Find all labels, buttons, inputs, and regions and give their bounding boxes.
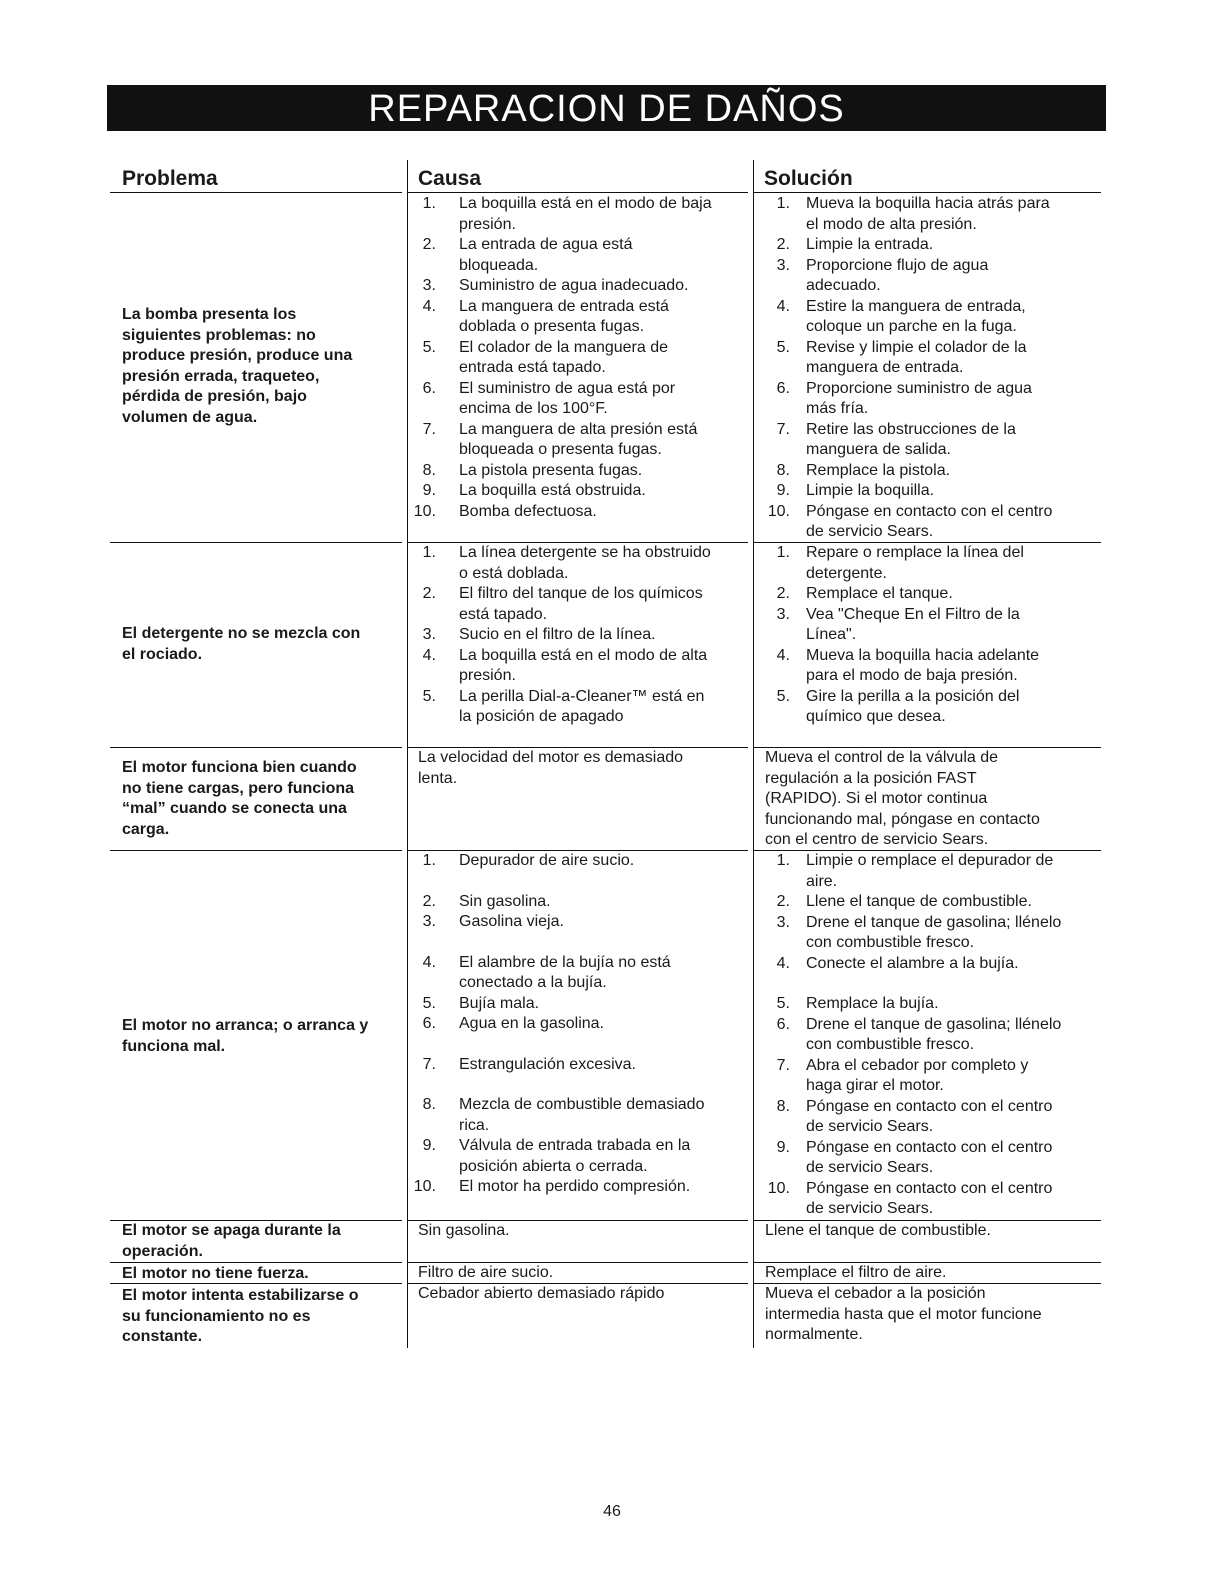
solution-text: Drene el tanque de gasolina; llénelo [806,913,1062,931]
solution-text: Remplace la pistola. [806,461,951,479]
solution-text: coloque un parche en la fuga. [806,318,1017,335]
problem-text: volumen de agua. [122,408,258,426]
solution-text: Remplace el tanque. [806,585,953,602]
problem-text: El motor no arranca; o arranca y [122,1017,369,1034]
solution-text: Repare o remplace la línea del [806,544,1024,561]
cause-text: posición abierta o cerrada. [459,1157,648,1175]
problem-text: constante. [122,1328,203,1345]
cause-number: 2. [422,236,436,253]
cause-number: 10. [413,1178,436,1195]
solution-text: Retire las obstrucciones de la [806,420,1016,438]
problem-text: El motor intenta estabilizarse o [122,1287,359,1304]
solution-text: Drene el tanque de gasolina; llénelo [806,1015,1062,1033]
cause-number: 3. [422,626,436,643]
problem-text: pérdida de presión, bajo [122,388,307,405]
solution-text: para el modo de baja presión. [806,667,1018,684]
cause-number: 7. [422,1055,436,1073]
solution-text: Proporcione flujo de agua [806,256,989,274]
solution-text: químico que desea. [806,708,946,725]
solution-text: Mueva la boquilla hacia adelante [806,646,1040,664]
cause-text: El suministro de agua está por [459,379,676,397]
solution-text: adecuado. [806,277,881,294]
cause-text: lenta. [418,769,458,787]
row-separator [110,1283,402,1284]
cause-number: 2. [422,585,436,602]
column-divider-left [407,160,408,1348]
cause-number: 9. [422,1137,436,1154]
problem-text: carga. [122,820,170,838]
cause-number: 6. [422,379,436,397]
solution-text: de servicio Sears. [806,523,934,540]
solution-number: 1. [776,195,790,212]
solution-text: manguera de entrada. [806,359,964,376]
solution-text: de servicio Sears. [806,1159,934,1176]
cause-text: Estrangulación excesiva. [459,1055,636,1073]
cause-number: 3. [422,913,436,930]
solution-number: 5. [776,338,790,356]
cause-number: 4. [422,646,436,664]
cause-number: 5. [422,994,436,1012]
cause-text: La perilla Dial-a-Cleaner™ está en [459,687,705,705]
solution-text: Mueva el cebador a la posición [765,1285,986,1302]
cause-text: está tapado. [459,605,548,623]
solution-number: 1. [776,544,790,561]
header-rule-problem [110,192,402,193]
cause-text: rica. [459,1116,490,1134]
cause-text: bloqueada o presenta fugas. [459,441,662,458]
cause-number: 4. [422,953,436,971]
solution-text: el modo de alta presión. [806,215,977,233]
solution-text: haga girar el motor. [806,1077,944,1094]
solution-number: 4. [776,646,790,664]
solution-number: 3. [776,256,790,274]
cause-text: La manguera de entrada está [459,297,669,315]
column-divider-right [753,160,754,1348]
solution-number: 3. [776,605,790,623]
solution-text: Llene el tanque de combustible. [806,893,1032,910]
cause-number: 3. [422,277,436,294]
cause-number: 9. [422,482,436,499]
cause-number: 5. [422,338,436,356]
solution-text: de servicio Sears. [806,1118,934,1135]
solution-text: Mueva la boquilla hacia atrás para [806,195,1050,212]
solution-text: funcionando mal, póngase en contacto [765,810,1040,828]
cause-text: El alambre de la bujía no está [459,953,671,971]
solution-text: aire. [806,872,838,890]
solution-text: Remplace la bujía. [806,995,939,1012]
solution-number: 4. [776,954,790,972]
cause-number: 5. [422,687,436,705]
solution-text: Gire la perilla a la posición del [806,687,1020,705]
solution-number: 9. [776,1138,790,1156]
cause-text: Mezcla de combustible demasiado [459,1096,705,1113]
cause-number: 1. [422,852,436,869]
solution-number: 8. [776,1097,790,1115]
solution-text: Revise y limpie el colador de la [806,338,1027,356]
solution-text: con combustible fresco. [806,1036,975,1053]
cause-text: Bujía mala. [459,994,540,1012]
solution-text: Conecte el alambre a la bujía. [806,954,1019,972]
header-solution: Solución [764,167,853,190]
solution-number: 6. [776,379,790,397]
cause-text: Filtro de aire sucio. [418,1264,554,1281]
solution-text: Póngase en contacto con el centro [806,1097,1053,1115]
solution-number: 8. [776,461,790,479]
cause-number: 2. [422,892,436,910]
cause-text: Depurador de aire sucio. [459,852,635,869]
solution-text: Llene el tanque de combustible. [765,1222,991,1239]
solution-text: manguera de salida. [806,441,951,458]
solution-text: Estire la manguera de entrada, [806,297,1026,315]
solution-number: 1. [776,852,790,869]
cause-text: La pistola presenta fugas. [459,461,643,479]
cause-text: encima de los 100°F. [459,400,608,417]
page-number: 46 [603,1503,621,1520]
cause-text: Cebador abierto demasiado rápido [418,1285,665,1302]
cause-number: 10. [413,502,436,520]
solution-number: 7. [776,420,790,438]
problem-text: el rociado. [122,645,203,663]
problem-text: produce presión, produce una [122,347,353,364]
solution-text: con el centro de servicio Sears. [765,831,989,848]
cause-text: presión. [459,667,516,684]
problem-text: El motor se apaga durante la [122,1222,341,1239]
problem-text: La bomba presenta los [122,306,297,323]
solution-text: regulación a la posición FAST [765,769,977,787]
problem-text: no tiene cargas, pero funciona [122,779,355,797]
cause-text: o está doblada. [459,564,569,582]
solution-text: de servicio Sears. [806,1200,934,1217]
solution-number: 2. [776,893,790,910]
cause-text: Suministro de agua inadecuado. [459,277,689,294]
cause-text: La entrada de agua está [459,236,633,253]
solution-text: Póngase en contacto con el centro [806,502,1053,520]
solution-number: 4. [776,297,790,315]
cause-number: 1. [422,195,436,212]
cause-text: la posición de apagado [459,708,624,725]
solution-text: Mueva el control de la válvula de [765,749,999,766]
cause-text: Válvula de entrada trabada en la [459,1137,691,1154]
cause-number: 8. [422,1096,436,1113]
cause-number: 4. [422,297,436,315]
problem-text: El motor no tiene fuerza. [122,1265,309,1282]
cause-text: doblada o presenta fugas. [459,318,645,335]
problem-text: El detergente no se mezcla con [122,625,361,642]
row-separator [110,1262,402,1263]
row-separator [110,542,402,543]
solution-number: 5. [776,995,790,1012]
cause-text: El filtro del tanque de los químicos [459,585,703,602]
solution-number: 6. [776,1015,790,1033]
page-title-banner [107,85,1106,131]
problem-text: El motor funciona bien cuando [122,759,357,776]
cause-text: Gasolina vieja. [459,913,564,930]
cause-text: Sucio en el filtro de la línea. [459,626,656,643]
solution-text: Proporcione suministro de agua [806,379,1032,397]
solution-number: 2. [776,236,790,253]
cause-text: entrada está tapado. [459,359,606,376]
page-title: REPARACION DE DAÑOS [368,88,845,130]
solution-text: Póngase en contacto con el centro [806,1179,1053,1197]
solution-text: Abra el cebador por completo y [806,1056,1029,1074]
solution-text: Póngase en contacto con el centro [806,1138,1053,1156]
solution-number: 7. [776,1056,790,1074]
solution-text: Limpie o remplace el depurador de [806,852,1054,869]
cause-text: Sin gasolina. [418,1222,510,1239]
problem-text: funciona mal. [122,1037,226,1055]
problem-text: “mal” cuando se conecta una [122,800,347,817]
cause-text: Bomba defectuosa. [459,502,597,520]
header-problem: Problema [122,167,218,190]
cause-text: El colador de la manguera de [459,338,669,356]
header-rule-cause [407,192,748,193]
cause-text: La boquilla está en el modo de alta [459,646,708,664]
cause-number: 8. [422,461,436,479]
cause-text: El motor ha perdido compresión. [459,1178,691,1195]
solution-text: Remplace el filtro de aire. [765,1264,947,1281]
solution-number: 10. [767,1179,790,1197]
solution-text: detergente. [806,564,887,582]
cause-text: presión. [459,215,516,233]
solution-number: 2. [776,585,790,602]
cause-text: Agua en la gasolina. [459,1015,604,1032]
problem-text: presión errada, traqueteo, [122,367,320,385]
cause-text: Sin gasolina. [459,892,551,910]
solution-number: 10. [767,502,790,520]
solution-text: Limpie la boquilla. [806,482,935,499]
row-separator [110,850,402,851]
problem-text: operación. [122,1242,203,1260]
header-cause: Causa [418,167,482,190]
header-rule-solution [753,192,1101,193]
cause-text: La boquilla está en el modo de baja [459,195,712,212]
solution-text: (RAPIDO). Si el motor continua [765,790,988,807]
solution-number: 5. [776,687,790,705]
solution-text: intermedia hasta que el motor funcione [765,1305,1042,1323]
solution-text: Vea "Cheque En el Filtro de la [806,605,1020,623]
cause-text: La boquilla está obstruida. [459,482,646,499]
solution-number: 9. [776,482,790,499]
cause-number: 6. [422,1015,436,1032]
solution-text: más fría. [806,400,869,417]
solution-text: Limpie la entrada. [806,236,934,253]
cause-number: 7. [422,420,436,438]
row-separator [110,747,402,748]
solution-text: normalmente. [765,1326,863,1343]
cause-text: conectado a la bujía. [459,974,607,991]
solution-number: 3. [776,913,790,931]
cause-text: La línea detergente se ha obstruido [459,544,711,561]
problem-text: su funcionamiento no es [122,1307,311,1325]
solution-text: con combustible fresco. [806,934,975,951]
cause-text: La manguera de alta presión está [459,420,698,438]
cause-text: bloqueada. [459,256,539,274]
cause-text: La velocidad del motor es demasiado [418,749,684,766]
problem-text: siguientes problemas: no [122,326,316,344]
solution-text: Línea". [806,626,857,643]
cause-number: 1. [422,544,436,561]
